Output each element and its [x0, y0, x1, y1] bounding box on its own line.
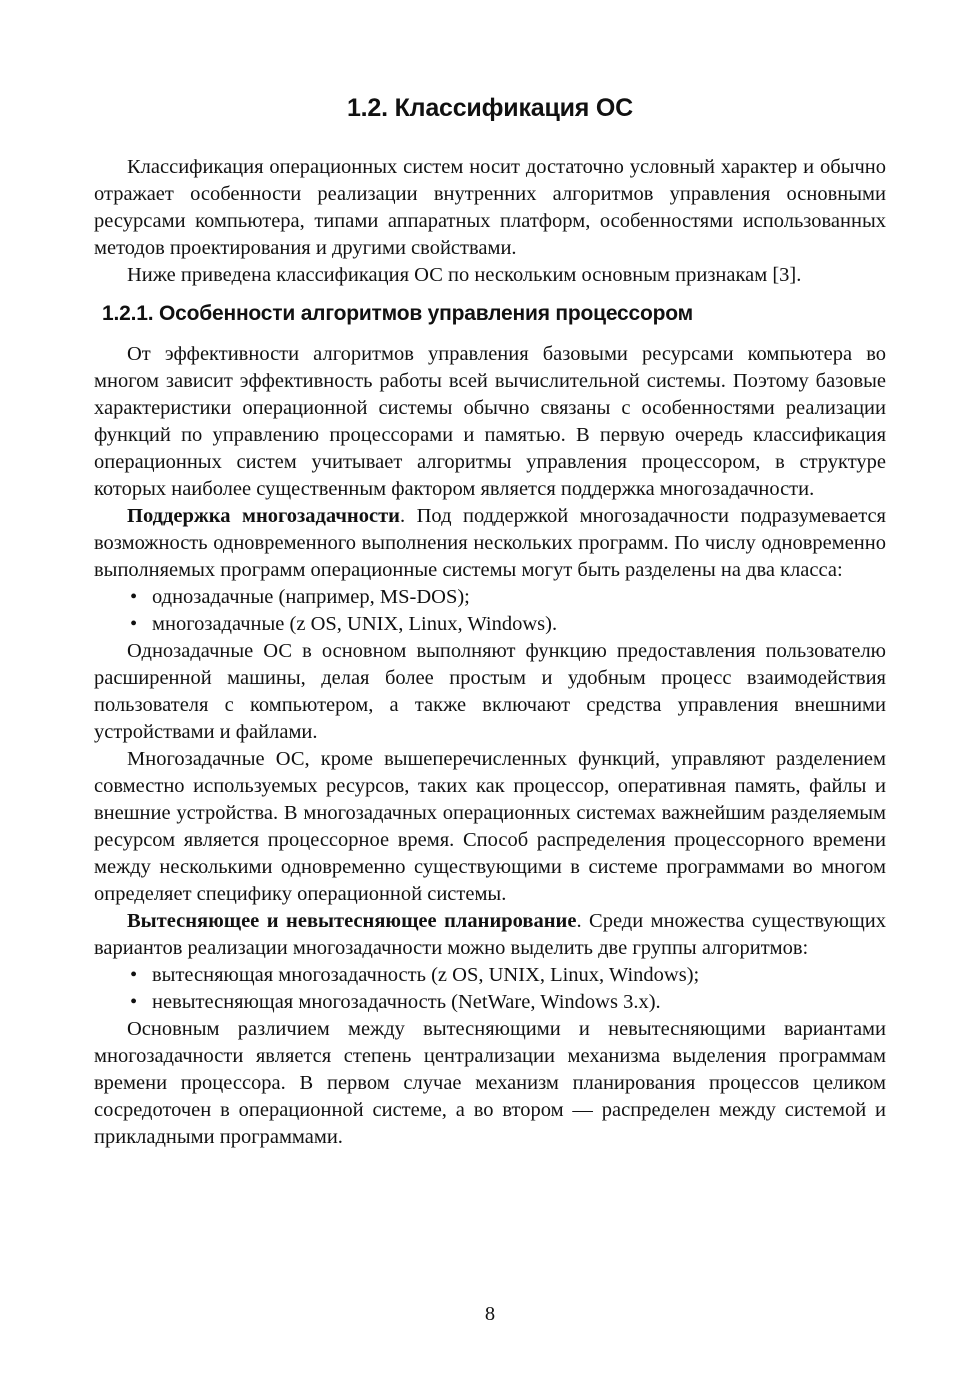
paragraph: Основным различием между вытесняющими и невытесняющими вариантами многозадачности является степень централизации механизма выделения программам времени процессора. В первом случае механизм планирования процессов целиком сосредоточен в операционной системе, а во втором — распределен между системой и прикладными программами. — [94, 1018, 886, 1148]
paragraph-text: . Среди множества существующих вариантов реализации многозадачности можно выделить две группы алгоритмов: — [94, 910, 886, 959]
bullet-icon: • — [130, 991, 138, 1013]
paragraph: Ниже приведена классификация ОС по нескольким основным признакам [3]. — [127, 264, 802, 286]
paragraph — [94, 503, 886, 584]
paragraph — [94, 908, 886, 962]
list-item-text: многозадачные (z OS, UNIX, Linux, Windows). — [152, 613, 558, 635]
bullet-list — [94, 962, 886, 1016]
term-bold: Поддержка многозадачности — [127, 505, 400, 527]
bullet-list — [94, 584, 886, 638]
bullet-icon: • — [130, 586, 138, 608]
section-title: 1.2. Классификация ОС — [346, 94, 634, 122]
paragraph: Однозадачные ОС в основном выполняют функцию предоставления пользователю расширенной машины, делая более простым и удобным процесс взаимодействия пользователя с компьютером, а также включают средства управления внешними устройствами и файлами. — [94, 640, 886, 743]
paragraph: Многозадачные ОС, кроме вышеперечисленных функций, управляют разделением совместно используемых ресурсов, таких как процессор, оперативная память, файлы и внешние устройства. В многозадачных операционных системах важнейшим разделяемым ресурсом является процессорное время. Способ распределения процессорного времени между несколькими одновременно существующими в системе программами во многом определяет специфику операционной системы. — [94, 748, 886, 905]
bullet-icon: • — [130, 964, 138, 986]
paragraph: От эффективности алгоритмов управления базовыми ресурсами компьютера во многом зависит эффективность работы всей вычислительной системы. Поэтому базовые характеристики операционной системы обычно связаны с особенностями реализации функций по управлению процессорами и памятью. В первую очередь классификация операционных систем учитывает алгоритмы управления процессором, в структуре которых наиболее существенным фактором является поддержка многозадачности. — [94, 343, 886, 500]
page-content — [94, 88, 886, 1151]
list-item — [94, 962, 886, 989]
term-bold: Вытесняющее и невытесняющее планирование — [127, 910, 577, 932]
paragraph-text: . Под поддержкой многозадачности подразумевается возможность одновременного выполнения нескольких программ. По числу одновременно выполняемых программ операционные системы могут быть разделены на два класса: — [94, 505, 886, 581]
subsection-title: 1.2.1. Особенности алгоритмов управления процессором — [102, 302, 693, 325]
list-item-text: однозадачные (например, MS-DOS); — [152, 586, 470, 608]
paragraph: Классификация операционных систем носит достаточно условный характер и обычно отражает особенности реализации внутренних алгоритмов управления основными ресурсами компьютера, типами аппаратных платформ, особенностями использованных методов проектирования и другими свойствами. — [94, 156, 886, 259]
list-item-text: невытесняющая многозадачность (NetWare, Windows 3.x). — [152, 991, 661, 1013]
list-item — [94, 989, 886, 1016]
page-number: 8 — [484, 1303, 496, 1325]
bullet-icon: • — [130, 613, 138, 635]
list-item — [94, 611, 886, 638]
list-item — [94, 584, 886, 611]
list-item-text: вытесняющая многозадачность (z OS, UNIX, Linux, Windows); — [152, 964, 700, 986]
